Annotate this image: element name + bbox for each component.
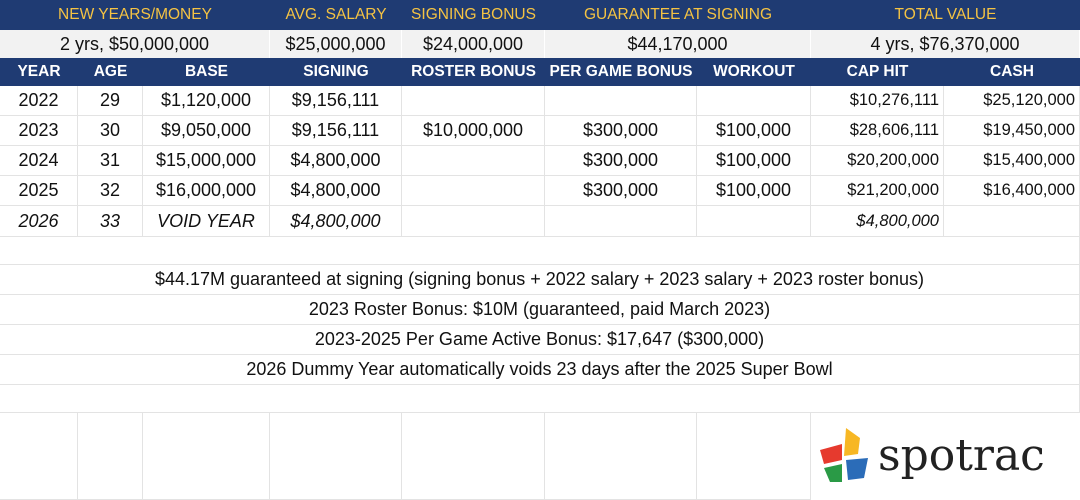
cell-base: $15,000,000 [143, 146, 270, 176]
note-row [0, 295, 1080, 325]
cell-cap-hit: $10,276,111 [811, 86, 944, 116]
empty-row [0, 385, 1080, 413]
empty-row [0, 237, 1080, 265]
label-guarantee-at-signing: GUARANTEE AT SIGNING [583, 6, 773, 23]
cell-workout: $100,000 [697, 116, 811, 146]
cell-age: 31 [78, 146, 143, 176]
note-guaranteed: $44.17M guaranteed at signing (signing bonus + 2022 salary + 2023 salary + 2023 roster bonus) [0, 265, 1080, 295]
cell-signing: $9,156,111 [270, 86, 402, 116]
logo-text: spotrac [878, 430, 1045, 481]
cell-roster-bonus [402, 176, 545, 206]
logo-green-piece [824, 464, 842, 482]
cell-age: 29 [78, 86, 143, 116]
cell-signing: $4,800,000 [270, 146, 402, 176]
cell-cap-hit: $21,200,000 [811, 176, 944, 206]
note-dummy-year: 2026 Dummy Year automatically voids 23 days after the 2025 Super Bowl [0, 355, 1080, 385]
logo-blue-piece [846, 458, 868, 480]
cell-age: 32 [78, 176, 143, 206]
cell-roster-bonus: $10,000,000 [402, 116, 545, 146]
label-signing-bonus: SIGNING BONUS [411, 6, 536, 23]
empty-cell [545, 413, 697, 500]
cell-workout [697, 206, 811, 237]
empty-cell [697, 413, 811, 500]
summary-value-row [0, 30, 1080, 58]
cell-cash [944, 206, 1080, 237]
empty-cell [0, 413, 78, 500]
header-signing: SIGNING [303, 63, 369, 80]
cell-year: 2026 [0, 206, 78, 237]
cell-roster-bonus [402, 206, 545, 237]
header-per-game-bonus: PER GAME BONUS [549, 63, 693, 80]
cell-roster-bonus [402, 146, 545, 176]
note-row [0, 265, 1080, 295]
value-avg-salary: $25,000,000 [270, 30, 402, 58]
empty-cell [0, 385, 1080, 413]
cell-signing: $9,156,111 [270, 116, 402, 146]
empty-cell [402, 413, 545, 500]
note-row [0, 325, 1080, 355]
value-total-value: 4 yrs, $76,370,000 [811, 30, 1080, 58]
cell-year: 2025 [0, 176, 78, 206]
header-workout: WORKOUT [713, 63, 795, 80]
cell-roster-bonus [402, 86, 545, 116]
label-avg-salary: AVG. SALARY [285, 6, 387, 23]
note-per-game-bonus: 2023-2025 Per Game Active Bonus: $17,647 ($300,000) [0, 325, 1080, 355]
cell-year: 2024 [0, 146, 78, 176]
empty-cell [143, 413, 270, 500]
header-age: AGE [93, 63, 128, 80]
cell-workout [697, 86, 811, 116]
header-year: YEAR [17, 63, 61, 80]
cell-cash: $25,120,000 [944, 86, 1080, 116]
cell-per-game-bonus [545, 86, 697, 116]
table-row [0, 146, 1080, 176]
column-header-row [0, 58, 1080, 86]
cell-cap-hit: $28,606,111 [811, 116, 944, 146]
empty-cell [78, 413, 143, 500]
empty-cell [0, 237, 1080, 265]
header-base: BASE [184, 63, 229, 80]
cell-per-game-bonus: $300,000 [545, 176, 697, 206]
cell-per-game-bonus: $300,000 [545, 146, 697, 176]
cell-age: 33 [78, 206, 143, 237]
cell-year: 2023 [0, 116, 78, 146]
table-row [0, 86, 1080, 116]
spotrac-logo [820, 428, 1070, 484]
note-row [0, 355, 1080, 385]
cell-base: $16,000,000 [143, 176, 270, 206]
logo-red-piece [820, 444, 842, 464]
value-guarantee-at-signing: $44,170,000 [545, 30, 811, 58]
cell-workout: $100,000 [697, 176, 811, 206]
cell-cash: $15,400,000 [944, 146, 1080, 176]
cell-base: $9,050,000 [143, 116, 270, 146]
logo-yellow-piece [844, 428, 860, 456]
header-cap-hit: CAP HIT [846, 63, 909, 80]
label-new-years-money: NEW YEARS/MONEY [58, 6, 212, 23]
summary-label-row [0, 0, 1080, 30]
value-signing-bonus: $24,000,000 [402, 30, 545, 58]
cell-base: VOID YEAR [143, 206, 270, 237]
cell-cap-hit: $20,200,000 [811, 146, 944, 176]
empty-cell [270, 413, 402, 500]
note-roster-bonus: 2023 Roster Bonus: $10M (guaranteed, paid March 2023) [0, 295, 1080, 325]
cell-year: 2022 [0, 86, 78, 116]
cell-cap-hit: $4,800,000 [811, 206, 944, 237]
cell-signing: $4,800,000 [270, 206, 402, 237]
cell-cash: $19,450,000 [944, 116, 1080, 146]
cell-base: $1,120,000 [143, 86, 270, 116]
cell-age: 30 [78, 116, 143, 146]
value-new-years-money: 2 yrs, $50,000,000 [0, 30, 270, 58]
header-cash: CASH [990, 63, 1034, 80]
cell-per-game-bonus: $300,000 [545, 116, 697, 146]
cell-signing: $4,800,000 [270, 176, 402, 206]
cell-workout: $100,000 [697, 146, 811, 176]
table-row [0, 116, 1080, 146]
header-roster-bonus: ROSTER BONUS [411, 63, 536, 80]
cell-per-game-bonus [545, 206, 697, 237]
label-total-value: TOTAL VALUE [894, 6, 997, 23]
table-row-void [0, 206, 1080, 237]
spotrac-logo-mark [820, 428, 1070, 484]
table-row [0, 176, 1080, 206]
cell-cash: $16,400,000 [944, 176, 1080, 206]
